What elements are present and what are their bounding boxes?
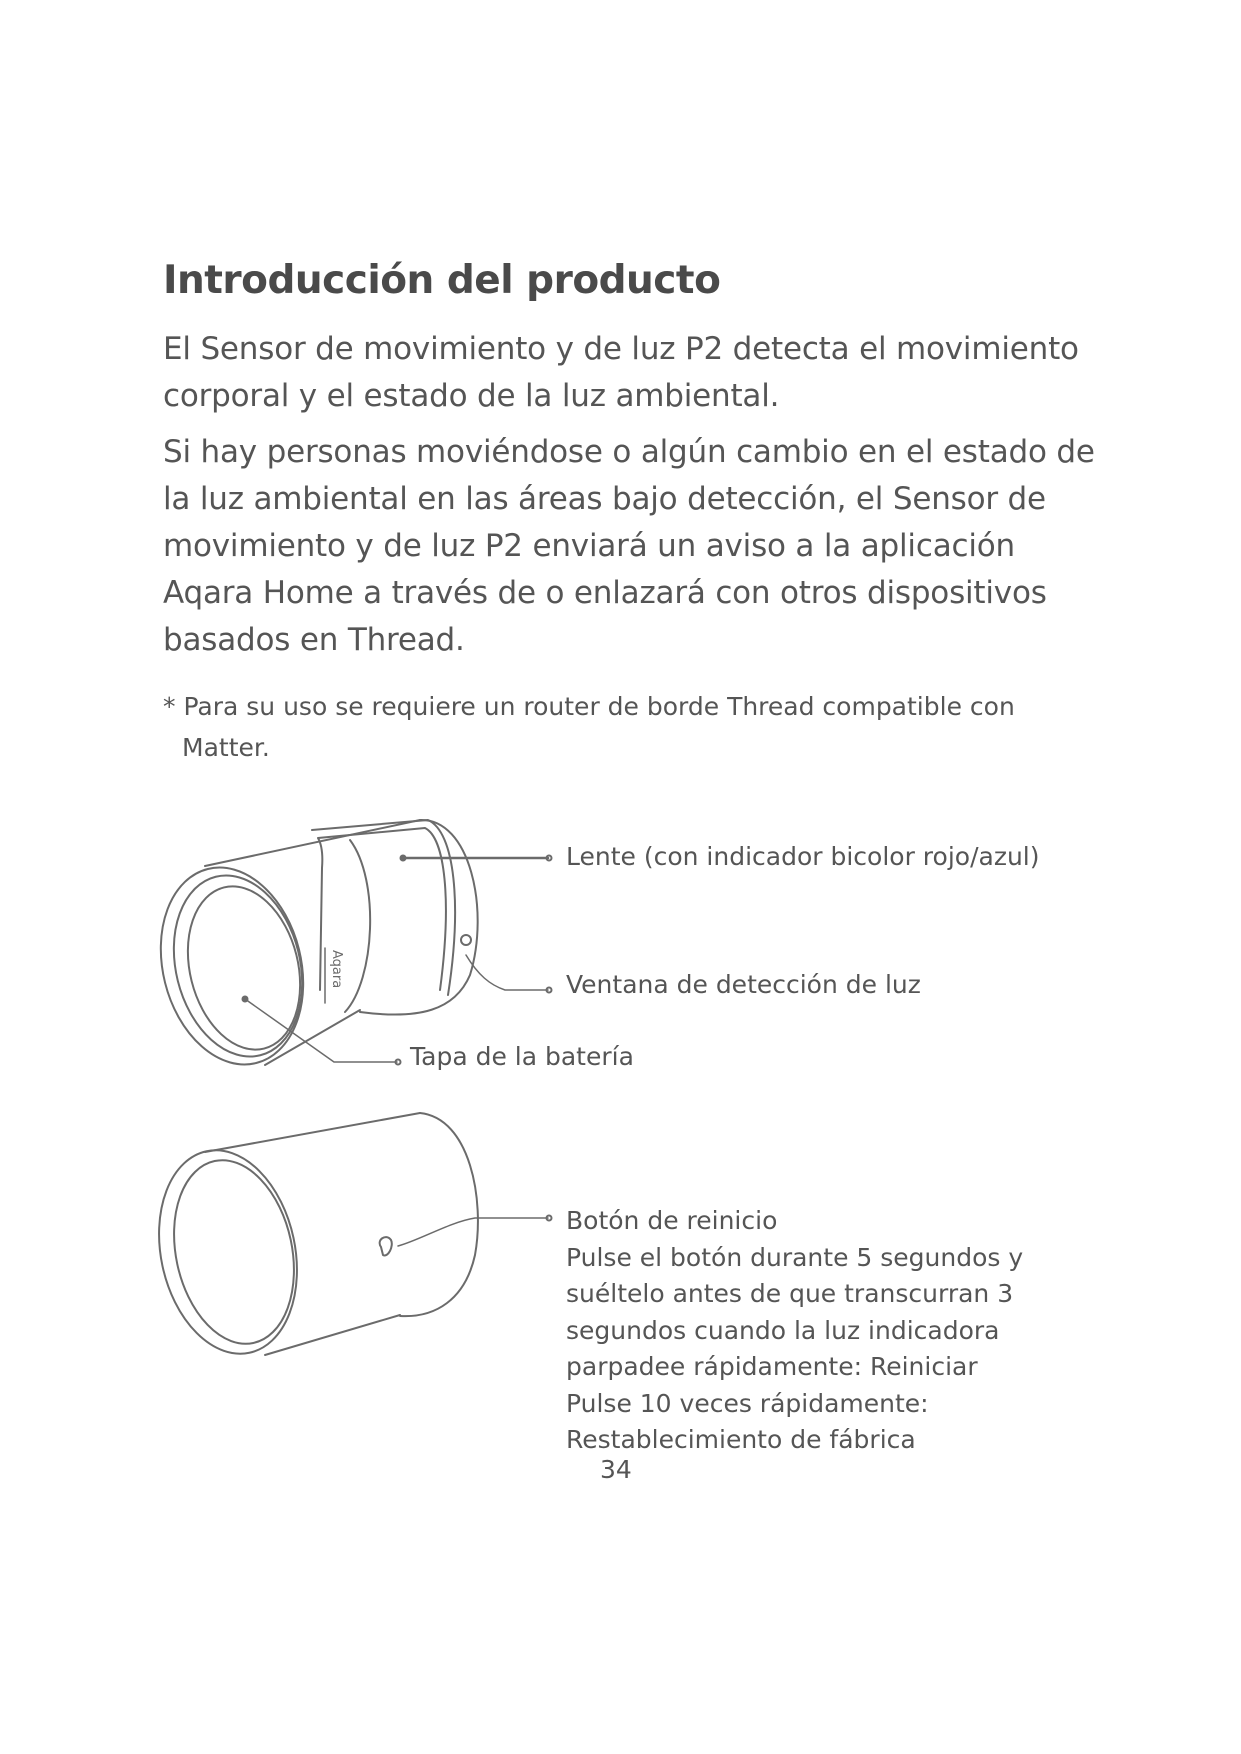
reset-line: Pulse el botón durante 5 segundos y <box>566 1242 1024 1272</box>
reset-button-icon <box>380 1237 392 1255</box>
reset-line: suéltelo antes de que transcurran 3 <box>566 1279 1014 1308</box>
note-line: Matter. <box>182 733 270 762</box>
sensor-top-illustration <box>141 820 552 1080</box>
sensor-bottom-front-rim <box>141 1137 315 1366</box>
light-window-icon <box>461 935 471 945</box>
reset-line: Pulse 10 veces rápidamente: <box>566 1388 929 1418</box>
brand-logo: Aqara <box>329 950 344 989</box>
sensor-top-body-inner-curve <box>345 840 370 1012</box>
reset-button-description <box>566 1203 1023 1459</box>
reset-leader-line <box>398 1218 548 1246</box>
reset-title: Botón de reinicio <box>566 1206 778 1235</box>
sensor-top-body-top-edge <box>205 820 420 866</box>
detection-line: movimiento y de luz P2 enviará un aviso a la aplicación <box>163 528 1015 564</box>
detection-line: Si hay personas moviéndose o algún cambio en el estado de <box>163 434 1095 470</box>
page-number: 34 <box>600 1455 632 1484</box>
reset-line: Restablecimiento de fábrica <box>566 1425 916 1454</box>
sensor-top-front-ring <box>156 862 321 1071</box>
light-window-label: Ventana de detección de luz <box>566 970 921 999</box>
light-window-leader-line <box>466 955 548 990</box>
intro-line: corporal y el estado de la luz ambiental. <box>163 378 780 414</box>
battery-cover-label: Tapa de la batería <box>410 1042 634 1071</box>
sensor-bottom-top-edge <box>205 1113 420 1152</box>
reset-line: segundos cuando la luz indicadora <box>566 1315 1000 1345</box>
lens-label: Lente (con indicador bicolor rojo/azul) <box>566 842 1040 871</box>
note-line: * Para su uso se requiere un router de borde Thread compatible con <box>163 692 1015 721</box>
sensor-top-body-bottom-edge <box>265 1010 360 1065</box>
detection-line: basados en Thread. <box>163 622 465 658</box>
reset-line: parpadee rápidamente: Reiniciar <box>566 1352 978 1381</box>
intro-line: El Sensor de movimiento y de luz P2 detecta el movimiento <box>163 331 1079 367</box>
detection-line: la luz ambiental en las áreas bajo detección, el Sensor de <box>163 481 1046 517</box>
sensor-bottom-front-ring <box>158 1149 310 1355</box>
sensor-top-back-end <box>360 820 478 1015</box>
page-title: Introducción del producto <box>163 258 721 303</box>
sensor-bottom-illustration <box>141 1113 551 1367</box>
detection-line: Aqara Home a través de o enlazará con otros dispositivos <box>163 575 1047 611</box>
sensor-bottom-back-end <box>400 1113 478 1316</box>
